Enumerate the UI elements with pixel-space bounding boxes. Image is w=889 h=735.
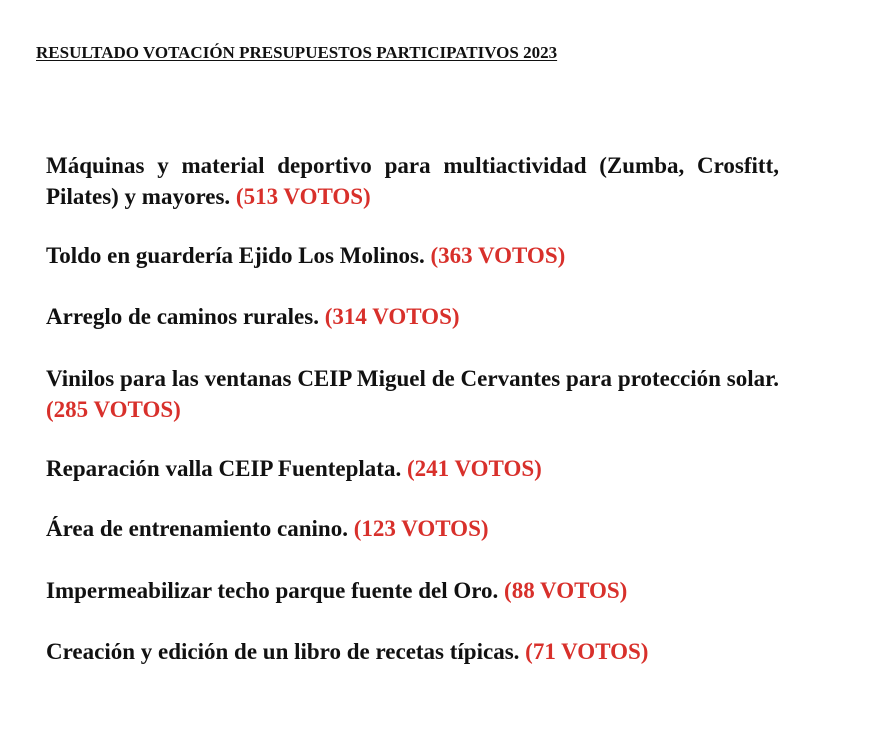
vote-count: (123 VOTOS) bbox=[353, 516, 489, 541]
vote-count: (363 VOTOS) bbox=[430, 243, 566, 268]
list-item bbox=[46, 150, 779, 212]
vote-count: (88 VOTOS) bbox=[504, 578, 628, 603]
item-text: Vinilos para las ventanas CEIP Miguel de Cervantes para protección solar. bbox=[46, 366, 779, 391]
item-text: Impermeabilizar techo parque fuente del Oro. bbox=[46, 578, 499, 603]
item-text: Máquinas y material deportivo para multiactividad (Zumba, Crosfitt, Pilates) y mayores. bbox=[46, 153, 779, 209]
item-text: Toldo en guardería Ejido Los Molinos. bbox=[46, 243, 425, 268]
list-item bbox=[46, 301, 779, 332]
vote-count: (285 VOTOS) bbox=[46, 397, 181, 422]
vote-count: (71 VOTOS) bbox=[525, 639, 649, 664]
list-item bbox=[46, 636, 779, 667]
item-text: Creación y edición de un libro de recetas típicas. bbox=[46, 639, 520, 664]
vote-count: (513 VOTOS) bbox=[235, 184, 371, 209]
item-text: Arreglo de caminos rurales. bbox=[46, 304, 319, 329]
vote-count: (241 VOTOS) bbox=[406, 456, 542, 481]
list-item bbox=[46, 575, 779, 606]
list-item bbox=[46, 240, 779, 271]
list-item bbox=[46, 453, 779, 484]
document-title: RESULTADO VOTACIÓN PRESUPUESTOS PARTICIPATIVOS 2023 bbox=[36, 43, 558, 62]
item-text: Área de entrenamiento canino. bbox=[46, 516, 348, 541]
vote-count: (314 VOTOS) bbox=[324, 304, 460, 329]
list-item bbox=[46, 513, 779, 544]
item-text: Reparación valla CEIP Fuenteplata. bbox=[46, 456, 402, 481]
list-item bbox=[46, 363, 779, 425]
